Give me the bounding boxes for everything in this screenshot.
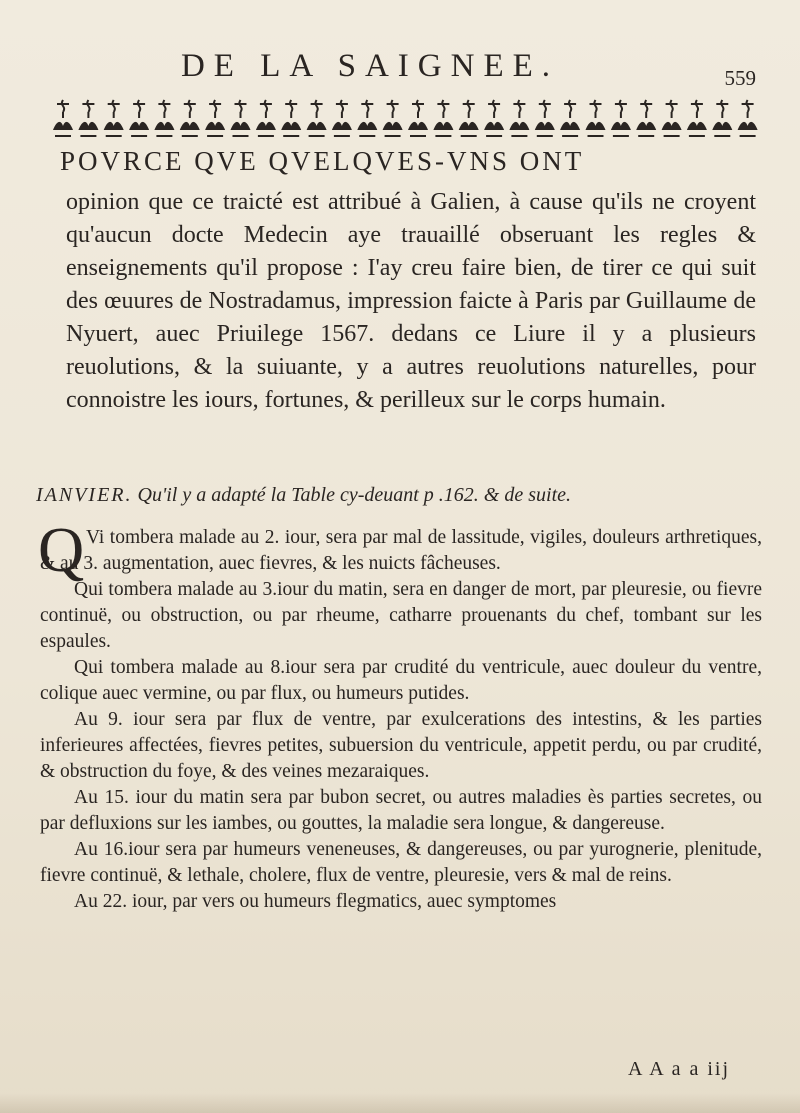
ornament-unit: [104, 100, 124, 136]
paragraph: Vi tombera malade au 2. iour, sera par mal de lassitude, vigiles, douleurs arthretiques, & au 3. augmentation, auec fievres, & les nuicts fâcheuses.: [40, 527, 762, 574]
section-heading: POVRCE QVE QVELQVES-VNS ONT: [60, 146, 585, 176]
running-head: [0, 48, 800, 88]
month-heading: [36, 484, 766, 507]
paragraph: Au 9. iour sera par flux de ventre, par exulcerations des intestins, & les parties inferieures affectées, fievres petites, subuersion du ventricule, appetit perdu, ou par crudité, & obstruction du foye, & des veines mezaraiques.: [40, 709, 762, 782]
ornament-unit: [636, 100, 656, 136]
ornament-unit: [687, 100, 707, 136]
ornament-unit: [281, 100, 301, 136]
ornament-unit: [383, 100, 403, 136]
paragraph: Au 16.iour sera par humeurs veneneuses, & dangereuses, ou par yurognerie, plenitude, fievre continuë, & lethale, cholere, flux de ventre, pleuresie, vers & mal de reins.: [40, 839, 762, 886]
drop-capital: Q: [38, 514, 85, 585]
ornament-unit: [738, 100, 758, 136]
page-number: 559: [724, 66, 756, 90]
printers-ornament-band: [50, 96, 760, 140]
ornament-unit: [712, 100, 732, 136]
ornament-unit: [408, 100, 428, 136]
ornament-unit: [459, 100, 479, 136]
ornament-unit: [129, 100, 149, 136]
month-name: IANVIER.: [36, 484, 133, 506]
month-note: Qu'il y a adapté la Table cy-deuant p .162. & de suite.: [137, 484, 572, 506]
paragraph: Au 22. iour, par vers ou humeurs flegmatics, auec symptomes: [74, 891, 557, 912]
ornament-unit: [535, 100, 555, 136]
body-text: [40, 525, 762, 915]
ornament-unit: [560, 100, 580, 136]
ornament-unit: [586, 100, 606, 136]
ornament-unit: [611, 100, 631, 136]
ornament-unit: [180, 100, 200, 136]
ornament-unit: [307, 100, 327, 136]
paragraph: Au 15. iour du matin sera par bubon secret, ou autres maladies ès parties secretes, ou par defluxions sur les iambes, ou gouttes, la maladie sera longue, & dangereuse.: [40, 787, 762, 834]
ornament-unit: [509, 100, 529, 136]
ornament-unit: [205, 100, 225, 136]
ornament-unit: [256, 100, 276, 136]
ornament-unit: [231, 100, 251, 136]
page-edge-shadow: [0, 1093, 800, 1113]
ornament-unit: [154, 100, 174, 136]
ornament-unit: [53, 100, 73, 136]
ornament-unit: [433, 100, 453, 136]
ornament-unit: [357, 100, 377, 136]
paragraph: Qui tombera malade au 3.iour du matin, sera en danger de mort, par pleuresie, ou fievre continuë, ou obstruction, ou par rheume, catharre prouenants du chef, tombant sur les espaules.: [40, 579, 762, 652]
running-title: DE LA SAIGNEE.: [180, 48, 560, 84]
ornament-unit: [332, 100, 352, 136]
ornament-unit: [662, 100, 682, 136]
signature-mark: A A a a iij: [628, 1058, 730, 1080]
ornament-unit: [484, 100, 504, 136]
paragraph: Qui tombera malade au 8.iour sera par crudité du ventricule, auec douleur du ventre, colique auec vermine, ou par flux, ou humeurs putides.: [40, 657, 762, 704]
intro-paragraph: opinion que ce traicté est attribué à Galien, à cause qu'ils ne croyent qu'aucun docte Medecin aye trauaillé obseruant les regles & enseignements qu'il propose : I'ay creu faire bien, de tirer ce qui suit des œuures de Nostradamus, impression faicte à Paris par Guillaume de Nyuert, auec Priuilege 1567. dedans ce Liure il y a plusieurs reuolutions, & la suiuante, y a autres reuolutions naturelles, pour connoistre les iours, fortunes, & perilleux sur le corps humain.: [66, 189, 756, 413]
ornament-unit: [78, 100, 98, 136]
